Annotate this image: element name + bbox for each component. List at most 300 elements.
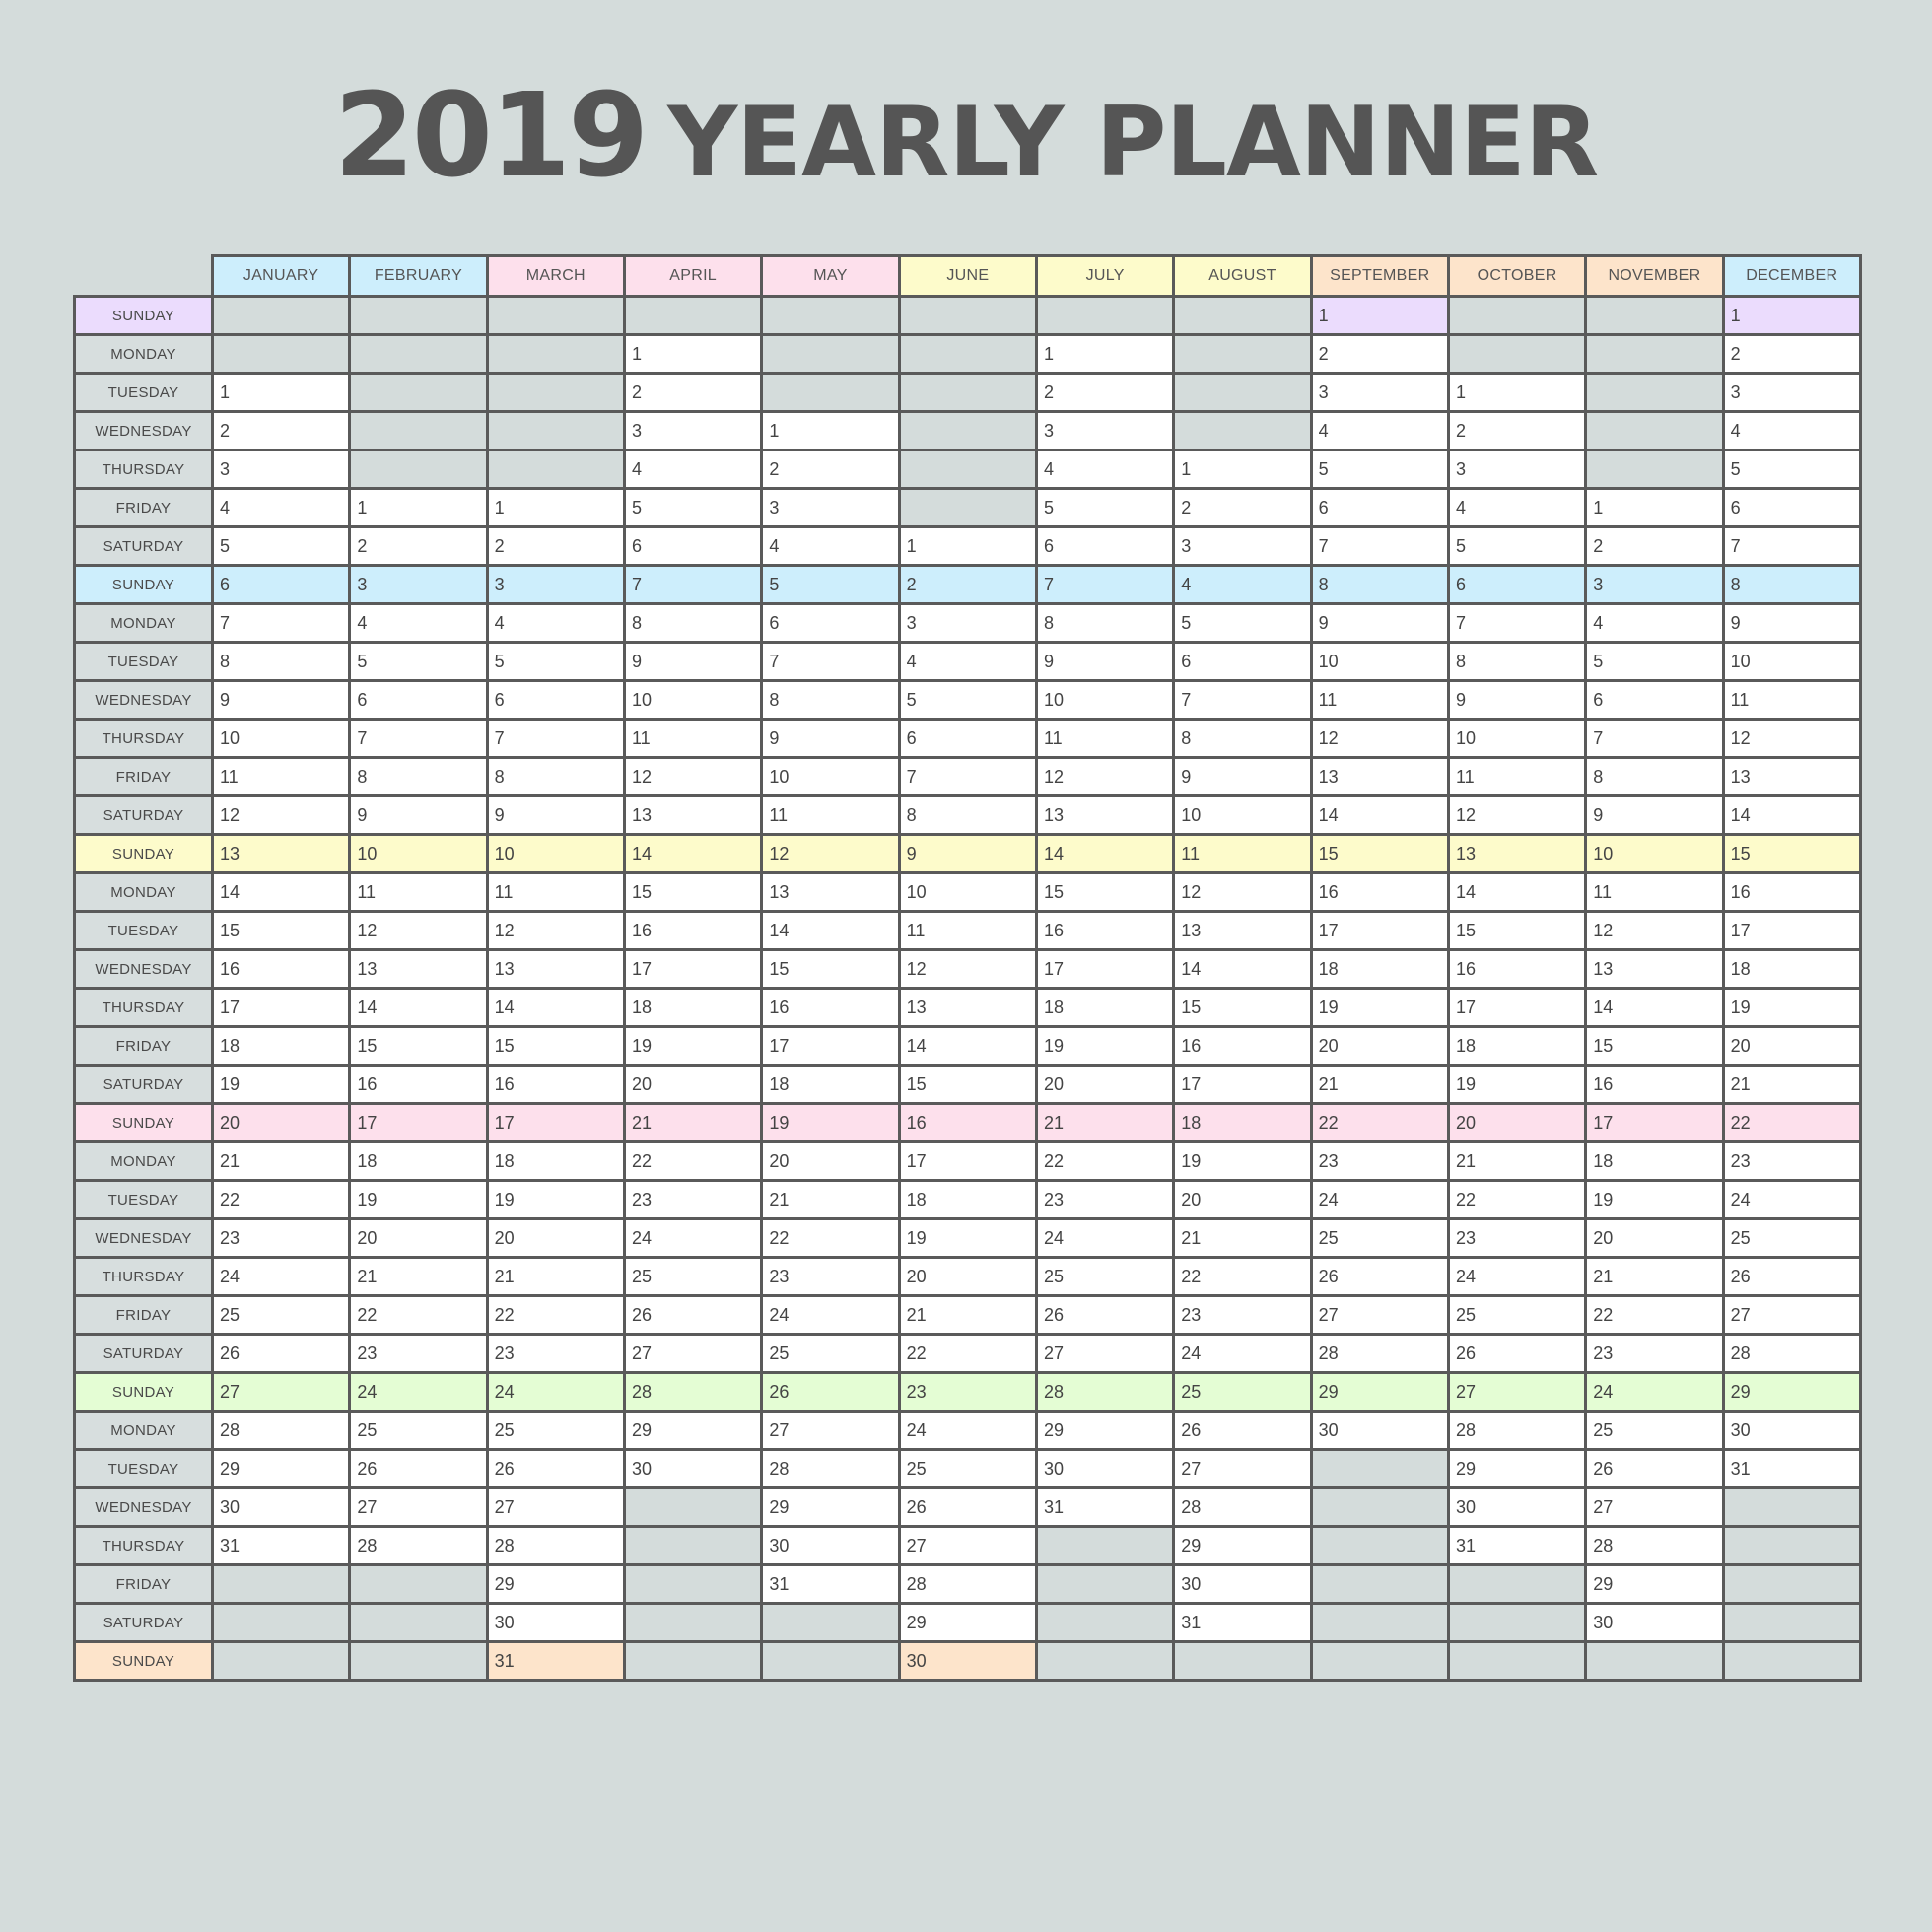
date-cell[interactable]: 12	[1586, 912, 1723, 950]
date-cell[interactable]: 31	[1174, 1604, 1311, 1642]
date-cell[interactable]: 2	[350, 527, 487, 566]
date-cell[interactable]: 11	[1723, 681, 1860, 720]
date-cell[interactable]: 29	[1311, 1373, 1448, 1412]
date-cell[interactable]: 19	[1448, 1066, 1585, 1104]
empty-date-cell[interactable]	[1311, 1565, 1448, 1604]
date-cell[interactable]: 17	[1448, 989, 1585, 1027]
empty-date-cell[interactable]	[762, 297, 899, 335]
date-cell[interactable]: 10	[1586, 835, 1723, 873]
date-cell[interactable]: 8	[1586, 758, 1723, 796]
date-cell[interactable]: 7	[487, 720, 624, 758]
date-cell[interactable]: 31	[1723, 1450, 1860, 1488]
date-cell[interactable]: 17	[350, 1104, 487, 1142]
empty-date-cell[interactable]	[1036, 297, 1173, 335]
date-cell[interactable]: 5	[1174, 604, 1311, 643]
date-cell[interactable]: 2	[1174, 489, 1311, 527]
date-cell[interactable]: 7	[1311, 527, 1448, 566]
date-cell[interactable]: 24	[213, 1258, 350, 1296]
date-cell[interactable]: 24	[1448, 1258, 1585, 1296]
empty-date-cell[interactable]	[1586, 450, 1723, 489]
date-cell[interactable]: 10	[762, 758, 899, 796]
date-cell[interactable]: 18	[1036, 989, 1173, 1027]
empty-date-cell[interactable]	[624, 1642, 761, 1681]
date-cell[interactable]: 24	[350, 1373, 487, 1412]
date-cell[interactable]: 23	[1586, 1335, 1723, 1373]
date-cell[interactable]: 4	[487, 604, 624, 643]
date-cell[interactable]: 4	[762, 527, 899, 566]
date-cell[interactable]: 9	[1036, 643, 1173, 681]
date-cell[interactable]: 5	[213, 527, 350, 566]
date-cell[interactable]: 30	[1174, 1565, 1311, 1604]
date-cell[interactable]: 14	[624, 835, 761, 873]
empty-date-cell[interactable]	[1586, 335, 1723, 374]
date-cell[interactable]: 19	[487, 1181, 624, 1219]
empty-date-cell[interactable]	[624, 1604, 761, 1642]
date-cell[interactable]: 27	[762, 1412, 899, 1450]
date-cell[interactable]: 25	[1448, 1296, 1585, 1335]
empty-date-cell[interactable]	[762, 374, 899, 412]
date-cell[interactable]: 29	[1036, 1412, 1173, 1450]
date-cell[interactable]: 12	[1723, 720, 1860, 758]
empty-date-cell[interactable]	[762, 335, 899, 374]
date-cell[interactable]: 16	[899, 1104, 1036, 1142]
date-cell[interactable]: 24	[487, 1373, 624, 1412]
date-cell[interactable]: 6	[1723, 489, 1860, 527]
empty-date-cell[interactable]	[1448, 1604, 1585, 1642]
empty-date-cell[interactable]	[1174, 412, 1311, 450]
date-cell[interactable]: 14	[762, 912, 899, 950]
date-cell[interactable]: 4	[1036, 450, 1173, 489]
date-cell[interactable]: 16	[213, 950, 350, 989]
date-cell[interactable]: 28	[213, 1412, 350, 1450]
date-cell[interactable]: 11	[1448, 758, 1585, 796]
date-cell[interactable]: 30	[1723, 1412, 1860, 1450]
date-cell[interactable]: 18	[350, 1142, 487, 1181]
date-cell[interactable]: 10	[1448, 720, 1585, 758]
empty-date-cell[interactable]	[899, 450, 1036, 489]
date-cell[interactable]: 2	[1723, 335, 1860, 374]
empty-date-cell[interactable]	[1586, 412, 1723, 450]
empty-date-cell[interactable]	[1586, 374, 1723, 412]
date-cell[interactable]: 1	[899, 527, 1036, 566]
date-cell[interactable]: 12	[762, 835, 899, 873]
date-cell[interactable]: 8	[1036, 604, 1173, 643]
date-cell[interactable]: 14	[1174, 950, 1311, 989]
date-cell[interactable]: 19	[213, 1066, 350, 1104]
date-cell[interactable]: 8	[899, 796, 1036, 835]
date-cell[interactable]: 6	[213, 566, 350, 604]
date-cell[interactable]: 30	[899, 1642, 1036, 1681]
date-cell[interactable]: 29	[762, 1488, 899, 1527]
date-cell[interactable]: 25	[762, 1335, 899, 1373]
date-cell[interactable]: 9	[213, 681, 350, 720]
date-cell[interactable]: 14	[487, 989, 624, 1027]
date-cell[interactable]: 16	[1586, 1066, 1723, 1104]
date-cell[interactable]: 20	[1036, 1066, 1173, 1104]
empty-date-cell[interactable]	[1311, 1604, 1448, 1642]
empty-date-cell[interactable]	[899, 489, 1036, 527]
date-cell[interactable]: 10	[213, 720, 350, 758]
date-cell[interactable]: 26	[213, 1335, 350, 1373]
date-cell[interactable]: 20	[899, 1258, 1036, 1296]
date-cell[interactable]: 18	[1723, 950, 1860, 989]
date-cell[interactable]: 22	[1586, 1296, 1723, 1335]
date-cell[interactable]: 18	[762, 1066, 899, 1104]
empty-date-cell[interactable]	[1448, 335, 1585, 374]
date-cell[interactable]: 25	[899, 1450, 1036, 1488]
date-cell[interactable]: 9	[487, 796, 624, 835]
date-cell[interactable]: 18	[624, 989, 761, 1027]
date-cell[interactable]: 28	[1311, 1335, 1448, 1373]
date-cell[interactable]: 21	[213, 1142, 350, 1181]
date-cell[interactable]: 23	[213, 1219, 350, 1258]
date-cell[interactable]: 27	[487, 1488, 624, 1527]
date-cell[interactable]: 13	[624, 796, 761, 835]
date-cell[interactable]: 23	[1723, 1142, 1860, 1181]
date-cell[interactable]: 3	[1723, 374, 1860, 412]
date-cell[interactable]: 8	[1174, 720, 1311, 758]
date-cell[interactable]: 7	[1723, 527, 1860, 566]
date-cell[interactable]: 5	[899, 681, 1036, 720]
date-cell[interactable]: 13	[1174, 912, 1311, 950]
empty-date-cell[interactable]	[762, 1642, 899, 1681]
date-cell[interactable]: 28	[487, 1527, 624, 1565]
date-cell[interactable]: 17	[487, 1104, 624, 1142]
date-cell[interactable]: 9	[899, 835, 1036, 873]
date-cell[interactable]: 17	[899, 1142, 1036, 1181]
date-cell[interactable]: 23	[1448, 1219, 1585, 1258]
date-cell[interactable]: 2	[1448, 412, 1585, 450]
date-cell[interactable]: 31	[1448, 1527, 1585, 1565]
date-cell[interactable]: 9	[762, 720, 899, 758]
empty-date-cell[interactable]	[1311, 1488, 1448, 1527]
date-cell[interactable]: 28	[624, 1373, 761, 1412]
date-cell[interactable]: 22	[1723, 1104, 1860, 1142]
empty-date-cell[interactable]	[624, 1488, 761, 1527]
empty-date-cell[interactable]	[624, 297, 761, 335]
date-cell[interactable]: 26	[1448, 1335, 1585, 1373]
date-cell[interactable]: 2	[624, 374, 761, 412]
date-cell[interactable]: 3	[1174, 527, 1311, 566]
date-cell[interactable]: 1	[624, 335, 761, 374]
date-cell[interactable]: 29	[899, 1604, 1036, 1642]
date-cell[interactable]: 6	[350, 681, 487, 720]
date-cell[interactable]: 6	[1586, 681, 1723, 720]
date-cell[interactable]: 9	[1586, 796, 1723, 835]
date-cell[interactable]: 17	[1586, 1104, 1723, 1142]
date-cell[interactable]: 25	[1036, 1258, 1173, 1296]
date-cell[interactable]: 4	[350, 604, 487, 643]
date-cell[interactable]: 22	[1174, 1258, 1311, 1296]
date-cell[interactable]: 17	[624, 950, 761, 989]
date-cell[interactable]: 4	[1448, 489, 1585, 527]
date-cell[interactable]: 29	[487, 1565, 624, 1604]
date-cell[interactable]: 13	[1311, 758, 1448, 796]
date-cell[interactable]: 27	[1174, 1450, 1311, 1488]
date-cell[interactable]: 20	[1723, 1027, 1860, 1066]
date-cell[interactable]: 24	[899, 1412, 1036, 1450]
date-cell[interactable]: 11	[350, 873, 487, 912]
empty-date-cell[interactable]	[899, 335, 1036, 374]
date-cell[interactable]: 13	[762, 873, 899, 912]
date-cell[interactable]: 26	[1036, 1296, 1173, 1335]
date-cell[interactable]: 22	[213, 1181, 350, 1219]
date-cell[interactable]: 25	[1586, 1412, 1723, 1450]
date-cell[interactable]: 20	[1448, 1104, 1585, 1142]
date-cell[interactable]: 8	[350, 758, 487, 796]
empty-date-cell[interactable]	[1586, 297, 1723, 335]
date-cell[interactable]: 26	[1586, 1450, 1723, 1488]
date-cell[interactable]: 22	[1036, 1142, 1173, 1181]
date-cell[interactable]: 11	[899, 912, 1036, 950]
empty-date-cell[interactable]	[1586, 1642, 1723, 1681]
date-cell[interactable]: 12	[899, 950, 1036, 989]
date-cell[interactable]: 27	[899, 1527, 1036, 1565]
date-cell[interactable]: 27	[1723, 1296, 1860, 1335]
date-cell[interactable]: 26	[350, 1450, 487, 1488]
date-cell[interactable]: 11	[213, 758, 350, 796]
date-cell[interactable]: 11	[1174, 835, 1311, 873]
date-cell[interactable]: 7	[762, 643, 899, 681]
empty-date-cell[interactable]	[1723, 1565, 1860, 1604]
empty-date-cell[interactable]	[1723, 1642, 1860, 1681]
date-cell[interactable]: 14	[1036, 835, 1173, 873]
date-cell[interactable]: 18	[1174, 1104, 1311, 1142]
date-cell[interactable]: 21	[624, 1104, 761, 1142]
date-cell[interactable]: 13	[1448, 835, 1585, 873]
empty-date-cell[interactable]	[1723, 1488, 1860, 1527]
empty-date-cell[interactable]	[487, 450, 624, 489]
empty-date-cell[interactable]	[1036, 1642, 1173, 1681]
date-cell[interactable]: 24	[1586, 1373, 1723, 1412]
date-cell[interactable]: 14	[1311, 796, 1448, 835]
date-cell[interactable]: 1	[1174, 450, 1311, 489]
date-cell[interactable]: 10	[1174, 796, 1311, 835]
date-cell[interactable]: 1	[487, 489, 624, 527]
date-cell[interactable]: 11	[487, 873, 624, 912]
date-cell[interactable]: 10	[1311, 643, 1448, 681]
date-cell[interactable]: 3	[624, 412, 761, 450]
date-cell[interactable]: 17	[1311, 912, 1448, 950]
date-cell[interactable]: 23	[1036, 1181, 1173, 1219]
date-cell[interactable]: 14	[899, 1027, 1036, 1066]
date-cell[interactable]: 4	[1174, 566, 1311, 604]
date-cell[interactable]: 22	[899, 1335, 1036, 1373]
date-cell[interactable]: 17	[1036, 950, 1173, 989]
date-cell[interactable]: 19	[1036, 1027, 1173, 1066]
date-cell[interactable]: 3	[899, 604, 1036, 643]
date-cell[interactable]: 18	[899, 1181, 1036, 1219]
date-cell[interactable]: 23	[899, 1373, 1036, 1412]
date-cell[interactable]: 15	[1311, 835, 1448, 873]
date-cell[interactable]: 3	[1586, 566, 1723, 604]
date-cell[interactable]: 30	[487, 1604, 624, 1642]
date-cell[interactable]: 4	[624, 450, 761, 489]
date-cell[interactable]: 12	[624, 758, 761, 796]
date-cell[interactable]: 15	[350, 1027, 487, 1066]
date-cell[interactable]: 29	[624, 1412, 761, 1450]
empty-date-cell[interactable]	[487, 297, 624, 335]
date-cell[interactable]: 23	[624, 1181, 761, 1219]
date-cell[interactable]: 6	[1036, 527, 1173, 566]
date-cell[interactable]: 8	[487, 758, 624, 796]
date-cell[interactable]: 25	[1174, 1373, 1311, 1412]
empty-date-cell[interactable]	[624, 1565, 761, 1604]
date-cell[interactable]: 22	[1448, 1181, 1585, 1219]
date-cell[interactable]: 17	[213, 989, 350, 1027]
date-cell[interactable]: 6	[899, 720, 1036, 758]
date-cell[interactable]: 26	[1311, 1258, 1448, 1296]
date-cell[interactable]: 11	[1036, 720, 1173, 758]
empty-date-cell[interactable]	[350, 335, 487, 374]
date-cell[interactable]: 22	[350, 1296, 487, 1335]
date-cell[interactable]: 24	[762, 1296, 899, 1335]
date-cell[interactable]: 4	[1723, 412, 1860, 450]
date-cell[interactable]: 27	[624, 1335, 761, 1373]
date-cell[interactable]: 16	[350, 1066, 487, 1104]
date-cell[interactable]: 4	[1586, 604, 1723, 643]
date-cell[interactable]: 22	[1311, 1104, 1448, 1142]
date-cell[interactable]: 20	[213, 1104, 350, 1142]
date-cell[interactable]: 25	[624, 1258, 761, 1296]
date-cell[interactable]: 24	[1174, 1335, 1311, 1373]
date-cell[interactable]: 16	[762, 989, 899, 1027]
date-cell[interactable]: 23	[350, 1335, 487, 1373]
date-cell[interactable]: 8	[1311, 566, 1448, 604]
date-cell[interactable]: 25	[1311, 1219, 1448, 1258]
date-cell[interactable]: 9	[1448, 681, 1585, 720]
date-cell[interactable]: 5	[1311, 450, 1448, 489]
empty-date-cell[interactable]	[762, 1604, 899, 1642]
date-cell[interactable]: 17	[1723, 912, 1860, 950]
date-cell[interactable]: 27	[213, 1373, 350, 1412]
date-cell[interactable]: 7	[899, 758, 1036, 796]
empty-date-cell[interactable]	[1174, 374, 1311, 412]
date-cell[interactable]: 12	[213, 796, 350, 835]
date-cell[interactable]: 13	[1586, 950, 1723, 989]
date-cell[interactable]: 10	[1723, 643, 1860, 681]
date-cell[interactable]: 15	[487, 1027, 624, 1066]
date-cell[interactable]: 11	[1586, 873, 1723, 912]
date-cell[interactable]: 24	[1723, 1181, 1860, 1219]
empty-date-cell[interactable]	[1448, 1642, 1585, 1681]
date-cell[interactable]: 1	[1311, 297, 1448, 335]
date-cell[interactable]: 12	[1036, 758, 1173, 796]
date-cell[interactable]: 10	[899, 873, 1036, 912]
date-cell[interactable]: 27	[1036, 1335, 1173, 1373]
empty-date-cell[interactable]	[624, 1527, 761, 1565]
empty-date-cell[interactable]	[213, 1604, 350, 1642]
date-cell[interactable]: 15	[213, 912, 350, 950]
date-cell[interactable]: 7	[350, 720, 487, 758]
empty-date-cell[interactable]	[1036, 1527, 1173, 1565]
date-cell[interactable]: 29	[1174, 1527, 1311, 1565]
date-cell[interactable]: 2	[487, 527, 624, 566]
date-cell[interactable]: 17	[762, 1027, 899, 1066]
date-cell[interactable]: 16	[487, 1066, 624, 1104]
date-cell[interactable]: 13	[1036, 796, 1173, 835]
date-cell[interactable]: 10	[624, 681, 761, 720]
empty-date-cell[interactable]	[213, 297, 350, 335]
date-cell[interactable]: 20	[1311, 1027, 1448, 1066]
date-cell[interactable]: 6	[762, 604, 899, 643]
date-cell[interactable]: 8	[762, 681, 899, 720]
date-cell[interactable]: 8	[1723, 566, 1860, 604]
empty-date-cell[interactable]	[1723, 1527, 1860, 1565]
date-cell[interactable]: 3	[762, 489, 899, 527]
date-cell[interactable]: 28	[1174, 1488, 1311, 1527]
date-cell[interactable]: 19	[624, 1027, 761, 1066]
date-cell[interactable]: 28	[899, 1565, 1036, 1604]
date-cell[interactable]: 10	[350, 835, 487, 873]
date-cell[interactable]: 18	[213, 1027, 350, 1066]
date-cell[interactable]: 2	[213, 412, 350, 450]
date-cell[interactable]: 21	[1448, 1142, 1585, 1181]
date-cell[interactable]: 9	[624, 643, 761, 681]
date-cell[interactable]: 20	[350, 1219, 487, 1258]
date-cell[interactable]: 18	[1448, 1027, 1585, 1066]
date-cell[interactable]: 16	[1311, 873, 1448, 912]
date-cell[interactable]: 13	[899, 989, 1036, 1027]
date-cell[interactable]: 7	[213, 604, 350, 643]
date-cell[interactable]: 7	[624, 566, 761, 604]
date-cell[interactable]: 10	[1036, 681, 1173, 720]
date-cell[interactable]: 13	[487, 950, 624, 989]
date-cell[interactable]: 20	[1174, 1181, 1311, 1219]
date-cell[interactable]: 21	[899, 1296, 1036, 1335]
date-cell[interactable]: 3	[1036, 412, 1173, 450]
date-cell[interactable]: 20	[624, 1066, 761, 1104]
date-cell[interactable]: 15	[624, 873, 761, 912]
date-cell[interactable]: 5	[624, 489, 761, 527]
date-cell[interactable]: 1	[350, 489, 487, 527]
empty-date-cell[interactable]	[1174, 335, 1311, 374]
date-cell[interactable]: 19	[1311, 989, 1448, 1027]
date-cell[interactable]: 8	[624, 604, 761, 643]
empty-date-cell[interactable]	[487, 412, 624, 450]
date-cell[interactable]: 22	[487, 1296, 624, 1335]
date-cell[interactable]: 14	[350, 989, 487, 1027]
date-cell[interactable]: 26	[487, 1450, 624, 1488]
empty-date-cell[interactable]	[350, 1604, 487, 1642]
date-cell[interactable]: 28	[1723, 1335, 1860, 1373]
date-cell[interactable]: 31	[1036, 1488, 1173, 1527]
date-cell[interactable]: 12	[1448, 796, 1585, 835]
date-cell[interactable]: 31	[213, 1527, 350, 1565]
date-cell[interactable]: 25	[487, 1412, 624, 1450]
date-cell[interactable]: 3	[350, 566, 487, 604]
date-cell[interactable]: 2	[1586, 527, 1723, 566]
date-cell[interactable]: 7	[1448, 604, 1585, 643]
date-cell[interactable]: 15	[762, 950, 899, 989]
date-cell[interactable]: 21	[1311, 1066, 1448, 1104]
date-cell[interactable]: 25	[1723, 1219, 1860, 1258]
date-cell[interactable]: 18	[1311, 950, 1448, 989]
date-cell[interactable]: 24	[1311, 1181, 1448, 1219]
date-cell[interactable]: 30	[1586, 1604, 1723, 1642]
date-cell[interactable]: 14	[1586, 989, 1723, 1027]
date-cell[interactable]: 29	[1586, 1565, 1723, 1604]
date-cell[interactable]: 16	[1448, 950, 1585, 989]
date-cell[interactable]: 15	[1448, 912, 1585, 950]
date-cell[interactable]: 2	[762, 450, 899, 489]
date-cell[interactable]: 5	[1036, 489, 1173, 527]
date-cell[interactable]: 3	[213, 450, 350, 489]
date-cell[interactable]: 23	[762, 1258, 899, 1296]
date-cell[interactable]: 29	[213, 1450, 350, 1488]
empty-date-cell[interactable]	[1036, 1565, 1173, 1604]
date-cell[interactable]: 19	[762, 1104, 899, 1142]
